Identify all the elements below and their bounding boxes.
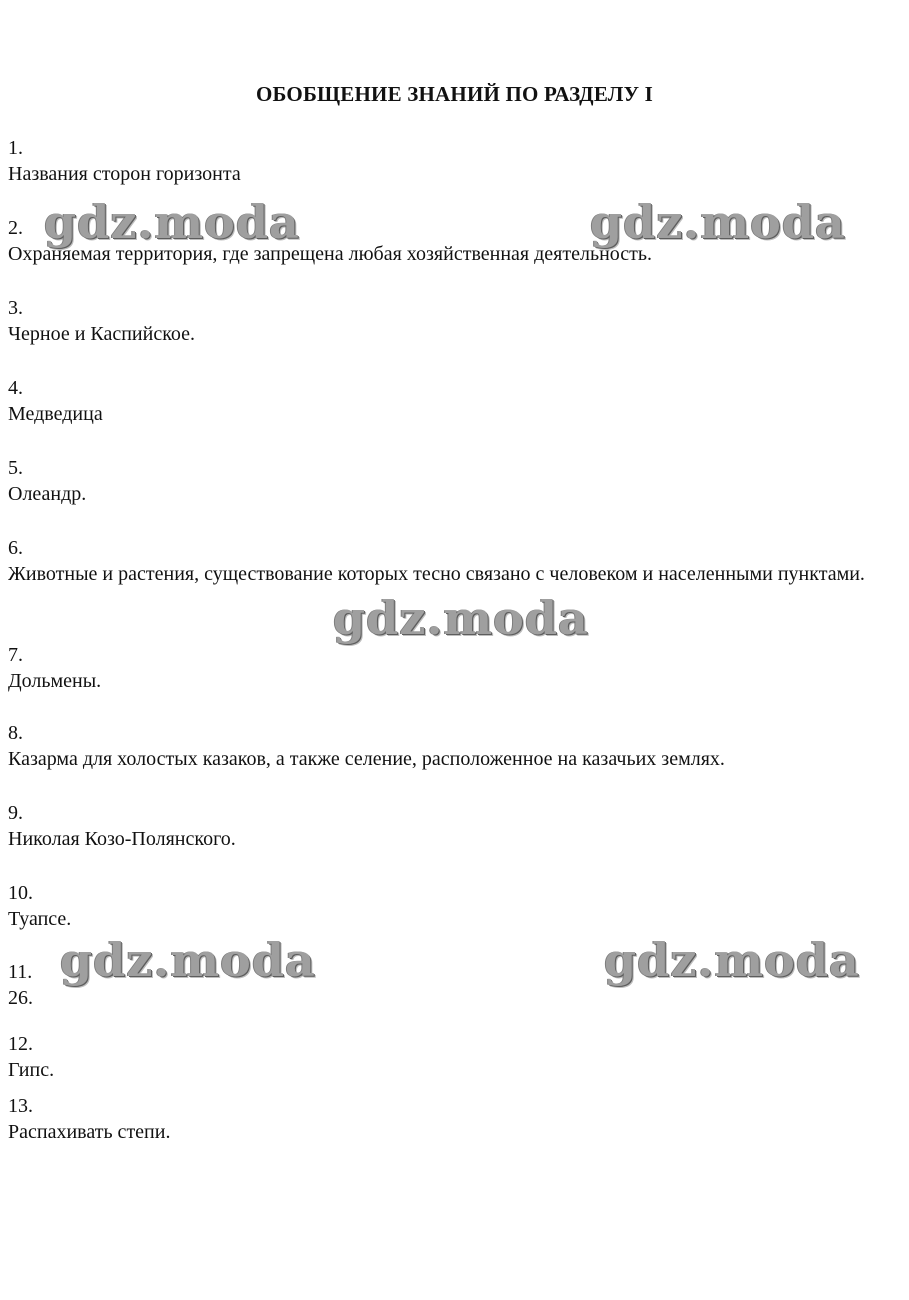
item-answer-3: Черное и Каспийское.: [8, 323, 196, 345]
watermark: gdz.moda: [604, 933, 860, 987]
page-title: ОБОБЩЕНИЕ ЗНАНИЙ ПО РАЗДЕЛУ I: [255, 82, 654, 106]
item-answer-4: Медведица: [8, 403, 103, 425]
item-number-3: 3.: [8, 297, 23, 319]
watermark: gdz.moda: [333, 591, 589, 645]
watermark: gdz.moda: [60, 933, 316, 987]
item-number-6: 6.: [8, 537, 23, 559]
item-number-9: 9.: [8, 802, 23, 824]
item-number-10: 10.: [8, 882, 33, 904]
item-number-11: 11.: [8, 961, 33, 983]
watermark: gdz.moda: [44, 195, 300, 249]
item-number-4: 4.: [8, 377, 23, 399]
item-answer-13: Распахивать степи.: [8, 1121, 171, 1143]
watermark: gdz.moda: [590, 195, 846, 249]
item-number-5: 5.: [8, 457, 23, 479]
item-answer-7: Дольмены.: [8, 670, 102, 692]
item-number-12: 12.: [8, 1033, 33, 1055]
item-answer-12: Гипс.: [8, 1059, 55, 1081]
item-number-8: 8.: [8, 722, 23, 744]
item-answer-8: Казарма для холостых казаков, а также селение, расположенное на казачьих землях.: [8, 748, 725, 770]
item-answer-2: Охраняемая территория, где запрещена любая хозяйственная деятельность.: [8, 243, 653, 265]
item-answer-11: 26.: [8, 987, 33, 1009]
item-answer-1: Названия сторон горизонта: [8, 163, 241, 185]
item-answer-5: Олеандр.: [8, 483, 87, 505]
item-number-2: 2.: [8, 217, 23, 239]
item-number-13: 13.: [8, 1095, 33, 1117]
item-answer-9: Николая Козо-Полянского.: [8, 828, 236, 850]
item-answer-10: Туапсе.: [8, 908, 72, 930]
item-answer-6: Животные и растения, существование которых тесно связано с человеком и населенными пунктами.: [8, 563, 865, 585]
item-number-7: 7.: [8, 644, 23, 666]
item-number-1: 1.: [8, 137, 23, 159]
